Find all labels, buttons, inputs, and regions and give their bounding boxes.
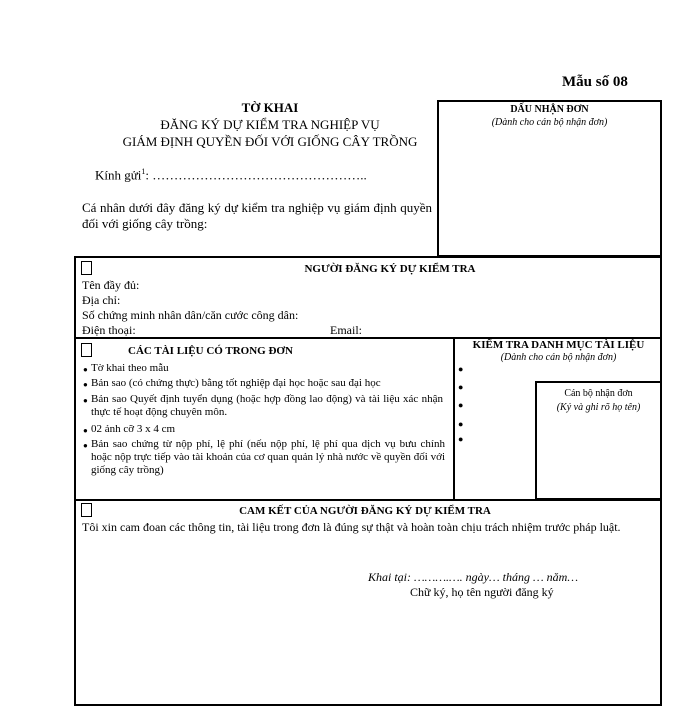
form-number: Mẫu số 08 — [562, 74, 628, 90]
recipient-line — [95, 167, 367, 183]
stamp-box-title: DẤU NHẬN ĐƠN — [510, 104, 589, 115]
recipient-footnote: 1 — [141, 167, 146, 176]
checklist-bullet: ● — [458, 382, 464, 392]
intro-text: Cá nhân dưới đây đăng ký dự kiểm tra nghiệp vụ giám định quyền đối với giống cây trồng: — [82, 200, 432, 231]
form-subtitle-2: GIÁM ĐỊNH QUYỀN ĐỐI VỚI GIỐNG CÂY TRỒNG — [122, 134, 418, 149]
document-item: ● 02 ảnh cỡ 3 x 4 cm — [91, 423, 451, 436]
commitment-checkbox[interactable] — [81, 503, 92, 517]
commitment-title: CAM KẾT CỦA NGƯỜI ĐĂNG KÝ DỰ KIỂM TRA — [239, 505, 491, 517]
address-label: Địa chỉ: — [82, 293, 121, 307]
document-item-decision — [91, 393, 451, 419]
form-subtitle-1: ĐĂNG KÝ DỰ KIỂM TRA NGHIỆP VỤ — [160, 117, 380, 132]
registrant-title: NGƯỜI ĐĂNG KÝ DỰ KIỂM TRA — [304, 263, 476, 275]
documents-checkbox[interactable] — [81, 343, 92, 357]
checklist-note: (Dành cho cán bộ nhận đơn) — [500, 352, 617, 363]
form-title: TỜ KHAI — [241, 100, 299, 115]
document-item: ● Bản sao (có chứng thực) bằng tốt nghiệp đại học hoặc sau đại học — [91, 377, 451, 390]
full-name-label: Tên đầy đủ: — [82, 278, 140, 292]
id-number-label: Số chứng minh nhân dân/căn cước công dân: — [82, 308, 299, 322]
email-label: Email: — [330, 323, 362, 337]
checklist-title: KIỂM TRA DANH MỤC TÀI LIỆU — [472, 339, 645, 351]
recipient-blank: : ………………………………………….. — [145, 167, 367, 183]
stamp-box-note: (Dành cho cán bộ nhận đơn) — [491, 117, 608, 128]
document-item-fees — [91, 438, 451, 477]
phone-label: Điện thoại: — [82, 323, 136, 337]
officer-note: (Ký và ghi rõ họ tên) — [556, 402, 641, 413]
document-item-text: ● Bản sao Quyết định tuyển dụng (hoặc hợp đồng lao động) và tài liệu xác nhận thực tế hoạt động chuyên môn. — [91, 393, 443, 418]
document-item: ● Tờ khai theo mẫu — [91, 362, 451, 375]
section-divider-2 — [74, 499, 662, 501]
registrant-checkbox[interactable] — [81, 261, 92, 275]
checklist-bullet: ● — [458, 400, 464, 410]
recipient-label: Kính gửi — [95, 167, 142, 183]
officer-label: Cán bộ nhận đơn — [564, 388, 633, 399]
checklist-bullet: ● — [458, 434, 464, 444]
documents-title: CÁC TÀI LIỆU CÓ TRONG ĐƠN — [128, 345, 293, 357]
signature-label: Chữ ký, họ tên người đăng ký — [410, 585, 554, 599]
commitment-text: Tôi xin cam đoan các thông tin, tài liệu trong đơn là đúng sự thật và hoàn toàn chịu trách nhiệm trước pháp luật. — [82, 520, 621, 534]
checklist-bullet: ● — [458, 419, 464, 429]
checklist-bullet: ● — [458, 364, 464, 374]
place-date-line: Khai tại: ……….…. ngày… tháng … năm… — [368, 570, 579, 584]
document-item-text: ● Bản sao chứng từ nộp phí, lệ phí (nếu nộp phí, lệ phí qua dịch vụ bưu chính hoặc nộp trực tiếp vào tài khoản của cơ quan quản lý nhà nước về quyền đối với giống cây trồng) — [91, 438, 445, 476]
